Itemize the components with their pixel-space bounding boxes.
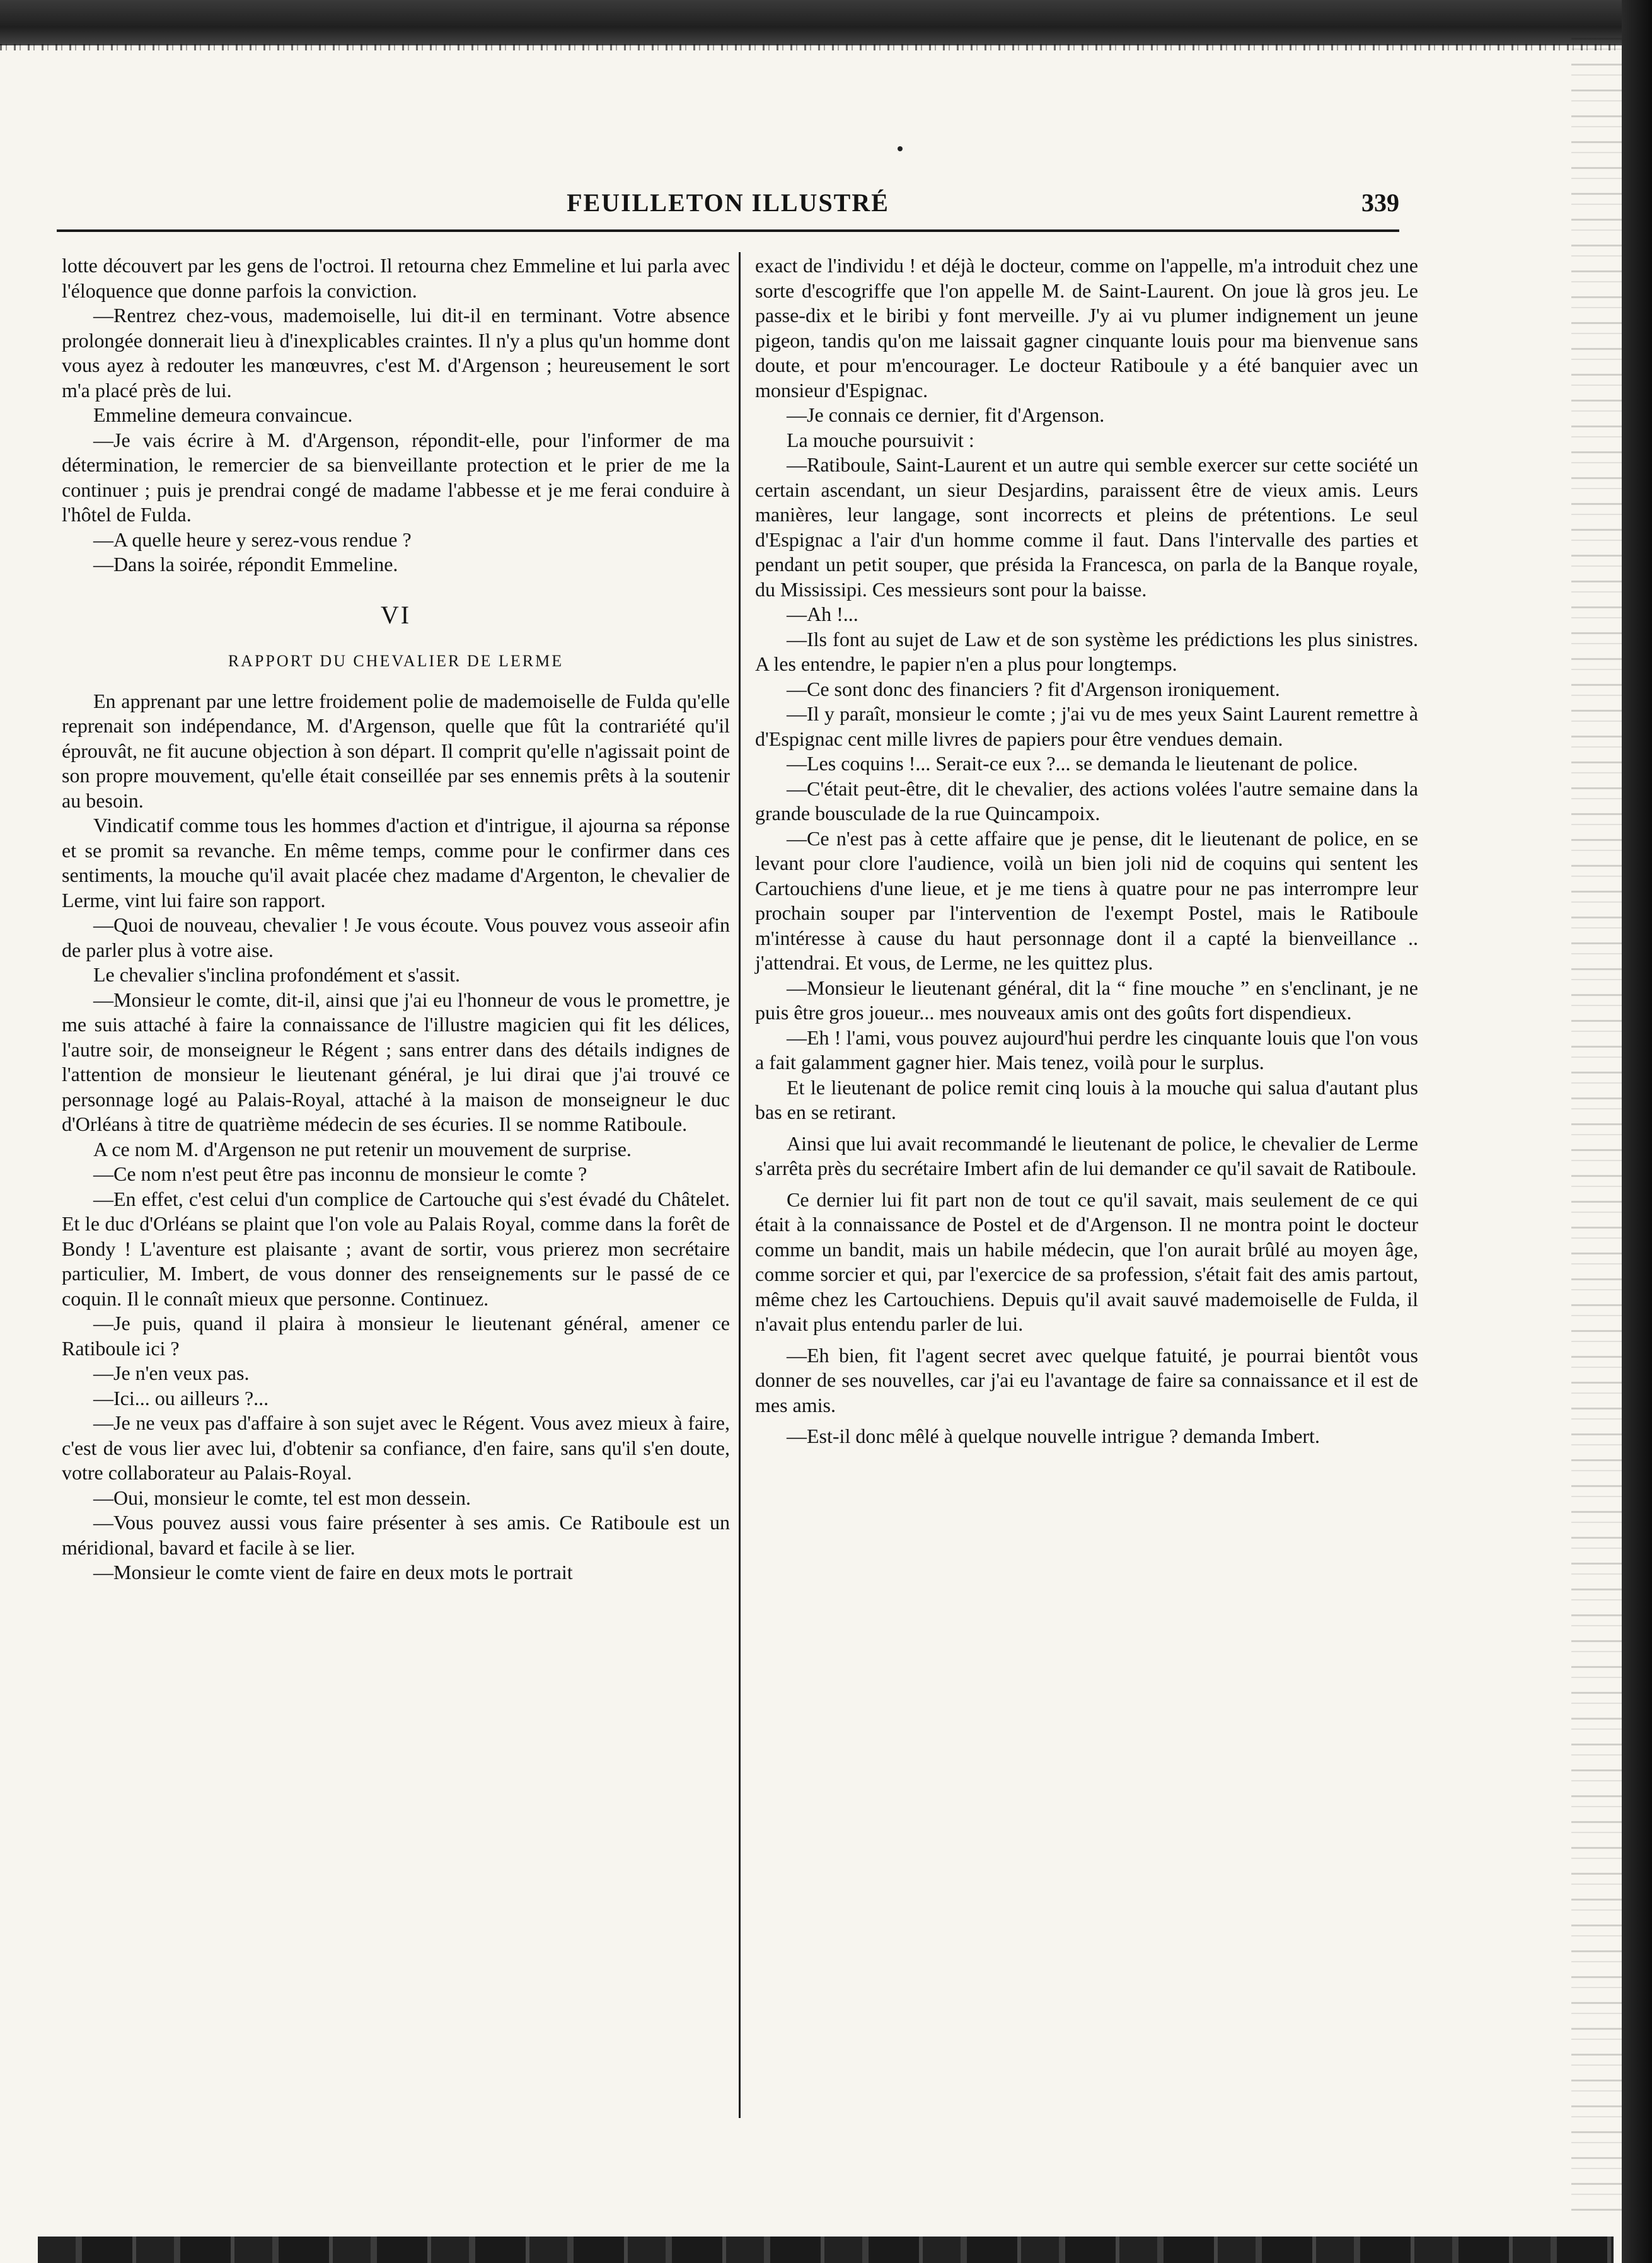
right-column <box>755 253 1418 1449</box>
paragraph: —En effet, c'est celui d'un complice de Cartouche qui s'est évadé du Châtelet. Et le duc d'Orléans se plaint que l'on vole au Palais Royal, comme dans la forêt de Bondy ! L'aventure est plaisante ; avant de sortir, vous prierez mon secrétaire particulier, M. Imbert, de vous donner des renseignements sur le passé de ce coquin. Il le connaît mieux que personne. Continuez. <box>62 1187 730 1310</box>
paragraph: —A quelle heure y serez-vous rendue ? <box>93 528 412 551</box>
paragraph: A ce nom M. d'Argenson ne put retenir un mouvement de surprise. <box>93 1137 632 1160</box>
paragraph: —Monsieur le comte vient de faire en deux mots le portrait <box>93 1561 573 1583</box>
paragraph: Vindicatif comme tous les hommes d'action et d'intrigue, il ajourna sa réponse et se promit sa revanche. En même temps, comme pour le confirmer dans ces sentiments, la mouche qu'il avait placée chez madame d'Argenton, le chevalier de Lerme, vint lui faire son rapport. <box>62 814 730 912</box>
header-rule <box>57 229 1399 232</box>
paragraph: —Vous pouvez aussi vous faire présenter à ses amis. Ce Ratiboule est un méridional, bavard et facile à se lier. <box>62 1511 730 1559</box>
left-column <box>62 253 730 1585</box>
paragraph: Emmeline demeura convaincue. <box>93 403 353 426</box>
paragraph: —Rentrez chez-vous, mademoiselle, lui dit-il en terminant. Votre absence prolongée donnerait lieu à d'inexplicables craintes. Il n'y a plus qu'un homme dont vous ayez à redouter les manœuvres, c'est M. d'Argenson ; heureusement le sort m'a placé près de lui. <box>62 304 730 402</box>
paragraph: —Ici... ou ailleurs ?... <box>93 1386 269 1409</box>
paragraph: —Ils font au sujet de Law et de son système les prédictions les plus sinistres. A les entendre, le papier n'en a plus pour longtemps. <box>755 627 1418 675</box>
paragraph: —Ce sont donc des financiers ? fit d'Argenson ironiquement. <box>787 677 1280 700</box>
column-divider <box>739 252 741 2118</box>
paragraph: —Ah !... <box>787 603 858 625</box>
chapter-number: VI <box>380 600 412 629</box>
paragraph: —Eh bien, fit l'agent secret avec quelque fatuité, je pourrai bientôt vous donner de ses nouvelles, car j'ai eu l'avantage de faire sa connaissance et il est de mes amis. <box>755 1343 1418 1416</box>
paragraph: Le chevalier s'inclina profondément et s'assit. <box>93 963 460 986</box>
paragraph: Et le lieutenant de police remit cinq louis à la mouche qui salua d'autant plus bas en se retirant. <box>755 1075 1418 1123</box>
paragraph: —Eh ! l'ami, vous pouvez aujourd'hui perdre les cinquante louis que l'on vous a fait galamment gagner hier. Mais tenez, voilà pour le surplus. <box>755 1026 1418 1074</box>
running-title: FEUILLETON ILLUSTRÉ <box>567 188 889 217</box>
paragraph: —Je n'en veux pas. <box>93 1362 250 1384</box>
scan-top-border <box>0 0 1652 45</box>
paragraph: —Je connais ce dernier, fit d'Argenson. <box>787 403 1105 426</box>
page-header <box>57 188 1399 226</box>
scan-bottom-border <box>38 2237 1614 2263</box>
paragraph: —Ratiboule, Saint-Laurent et un autre qui semble exercer sur cette société un certain ascendant, un sieur Desjardins, paraissent être de vieux amis. Leurs manières, leur langage, sont incorrects et pleins de prétentions. Le seul d'Espignac a l'air d'un homme comme il faut. Dans l'intervalle des parties et pendant un petit souper, que présida la Francesca, on parla de la Banque royale, du Mississipi. Ces messieurs sont pour la baisse. <box>755 453 1418 601</box>
paragraph: —Ce n'est pas à cette affaire que je pense, dit le lieutenant de police, en se levant pour clore l'audience, voilà un bien joli nid de coquins qui sentent les Cartouchiens d'une lieue, et je me tiens à quatre pour ne pas interrompre leur prochain souper par l'intervention de l'exempt Postel, mais le Ratiboule m'intéresse à cause du haut personnage dont il a capté la bienveillance .. j'attendrai. Et vous, de Lerme, ne les quittez plus. <box>755 826 1418 974</box>
paragraph: —Quoi de nouveau, chevalier ! Je vous écoute. Vous pouvez vous asseoir afin de parler plus à votre aise. <box>62 913 730 961</box>
scan-right-border <box>1622 0 1652 2263</box>
paragraph: Ce dernier lui fit part non de tout ce qu'il savait, mais seulement de ce qui était à la connaissance de Postel et de d'Argenson. Il ne montra point le docteur comme un bandit, mais un habile médecin, que l'on aurait brûlé au moyen âge, comme sorcier et qui, par l'exercice de sa profession, s'était fait des amis partout, même chez les Cartouchiens. Depuis qu'il avait sauvé mademoiselle de Fulda, il n'avait plus entendu parler de lui. <box>755 1188 1418 1335</box>
paragraph: —Monsieur le comte, dit-il, ainsi que j'ai eu l'honneur de vous le promettre, je me suis attaché à faire la connaissance de l'illustre magicien qui fit les délices, l'autre soir, de monseigneur le Régent ; sans entrer dans des détails indignes de l'attention de monsieur le lieutenant général, je lui dirai que j'ai trouvé ce personnage logé au Palais-Royal, attaché à la maison de monseigneur le duc d'Orléans à titre de quatrième médecin de ses écuries. Il se nomme Ratiboule. <box>62 988 730 1135</box>
paragraph: —Les coquins !... Serait-ce eux ?... se demanda le lieutenant de police. <box>787 752 1358 775</box>
paragraph: —Je puis, quand il plaira à monsieur le lieutenant général, amener ce Ratiboule ici ? <box>62 1312 730 1360</box>
paragraph: —Il y paraît, monsieur le comte ; j'ai vu de mes yeux Saint Laurent remettre à d'Espignac cent mille livres de papiers pour être vendues demain. <box>755 702 1418 750</box>
paragraph: —Je vais écrire à M. d'Argenson, répondit-elle, pour l'informer de ma détermination, le remercier de sa bienveillante protection et le prier de me la continuer ; puis je prendrai congé de madame l'abbesse et je me ferai conduire à l'hôtel de Fulda. <box>62 428 730 526</box>
print-speck <box>898 146 903 151</box>
page-number: 339 <box>1361 188 1399 217</box>
paragraph: La mouche poursuivit : <box>787 428 974 451</box>
paragraph: —Je ne veux pas d'affaire à son sujet avec le Régent. Vous avez mieux à faire, c'est de vous lier avec lui, d'obtenir sa confiance, d'en faire, sans qu'il s'en doute, votre collaborateur au Palais-Royal. <box>62 1411 730 1484</box>
paragraph: —Dans la soirée, répondit Emmeline. <box>93 553 398 576</box>
paragraph: —Ce nom n'est peut être pas inconnu de monsieur le comte ? <box>93 1162 587 1185</box>
paragraph: En apprenant par une lettre froidement polie de mademoiselle de Fulda qu'elle reprenait son indépendance, M. d'Argenson, quelle que fût la contrariété qu'il éprouvât, ne fit aucune objection à son départ. Il comprit qu'elle n'agissait point de son propre mouvement, qu'elle était conseillée par ses ennemis prêts à la soutenir au besoin. <box>62 689 730 812</box>
paragraph: lotte découvert par les gens de l'octroi. Il retourna chez Emmeline et lui parla avec l'éloquence que donne parfois la conviction. <box>62 254 730 302</box>
paragraph: —Oui, monsieur le comte, tel est mon dessein. <box>93 1486 471 1509</box>
paragraph: —C'était peut-être, dit le chevalier, des actions volées l'autre semaine dans la grande bousculade de la rue Quincampoix. <box>755 777 1418 825</box>
paragraph: —Est-il donc mêlé à quelque nouvelle intrigue ? demanda Imbert. <box>787 1425 1320 1447</box>
paragraph: Ainsi que lui avait recommandé le lieutenant de police, le chevalier de Lerme s'arrêta près du secrétaire Imbert afin de lui demander ce qu'il savait de Ratiboule. <box>755 1132 1418 1179</box>
scan-edge-noise <box>1571 38 1622 2213</box>
chapter-title: RAPPORT DU CHEVALIER DE LERME <box>228 652 564 670</box>
paragraph: —Monsieur le lieutenant général, dit la “ fine mouche ” en s'enclinant, je ne puis être gros joueur... mes nouveaux amis ont des goûts fort dispendieux. <box>755 976 1418 1024</box>
paragraph: exact de l'individu ! et déjà le docteur, comme on l'appelle, m'a introduit chez une sorte d'escogriffe que l'on appelle M. de Saint-Laurent. On joue là gros jeu. Le passe-dix et le biribi y font merveille. J'y ai vu plumer indignement un jeune pigeon, tandis qu'on me laissait gagner cinquante louis pour ma bienvenue sans doute, et pour m'encourager. Le docteur Ratiboule y a été banquier avec un monsieur d'Espignac. <box>755 254 1418 402</box>
